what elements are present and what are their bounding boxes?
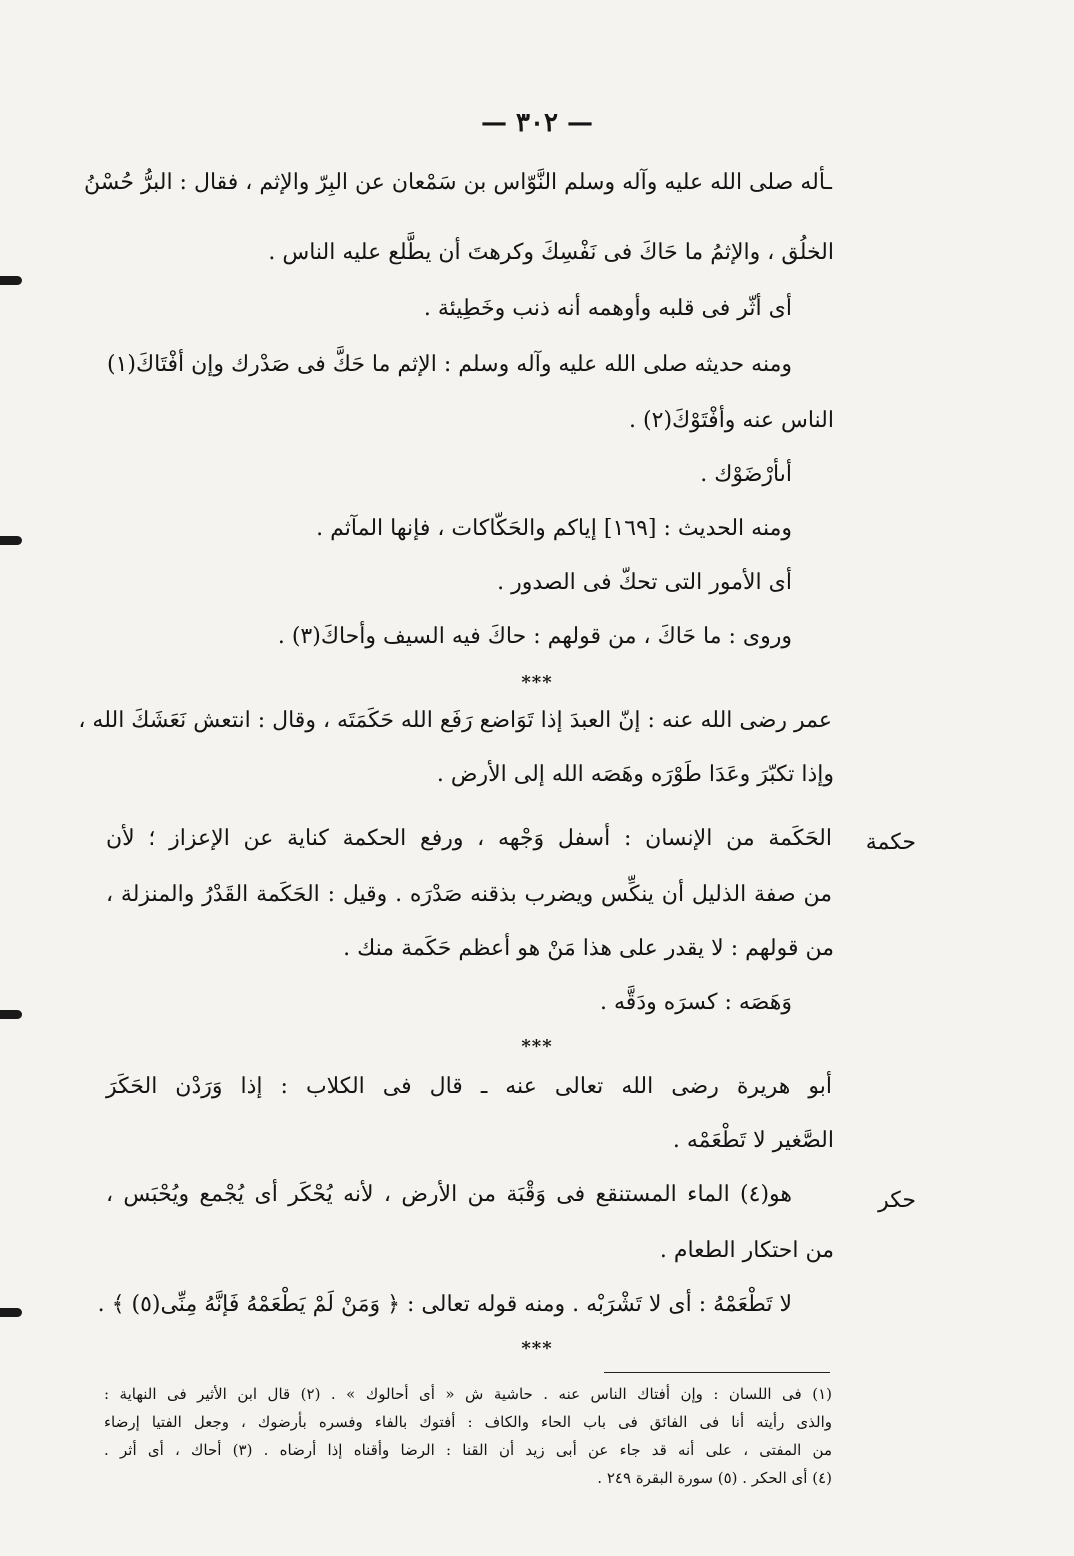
scan-edge-mark bbox=[0, 1010, 22, 1019]
text-line: وروى : ما حَاكَ ، من قولهم : حاكَ فيه السيف وأحاكَ(٣) . bbox=[277, 624, 792, 649]
text-line: أىأرْضَوْك . bbox=[700, 462, 792, 487]
text-line: الناس عنه وأفْتَوْكَ(٢) . bbox=[629, 408, 834, 433]
scan-edge-mark bbox=[0, 276, 22, 285]
text-line: وإذا تكبّرَ وعَدَا طَوْرَه وهَصَه الله إلى الأرض . bbox=[436, 762, 834, 787]
asterism-separator: *** bbox=[521, 1036, 553, 1057]
footnote-line: من المفتى ، على أنه قد جاء عن أبى زيد أن القنا : الرضا وأقناه إذا أرضاه . (٣) أحاك ، أى أثر . bbox=[104, 1441, 833, 1459]
text-line: ـأله صلى الله عليه وآله وسلم النَّوّاس بن سَمْعان عن البِرّ والإثم ، فقال : البرُّ حُسْنُ bbox=[84, 170, 832, 195]
text-line: ومنه الحديث : [١٦٩] إياكم والحَكّاكات ، فإنها المآثم . bbox=[316, 516, 792, 541]
scan-edge-mark bbox=[0, 1308, 22, 1317]
text-line: الحَكَمة من الإنسان : أسفل وَجْهه ، ورفع الحكمة كناية عن الإعزاز ؛ لأن bbox=[106, 826, 832, 851]
text-line: من احتكار الطعام . bbox=[659, 1238, 834, 1263]
text-line: لا تَطْعَمْهُ : أى لا تَشْرَبْه . ومنه قوله تعالى : ﴿ وَمَنْ لَمْ يَطْعَمْهُ فَإنَّهُ مِنِّى(٥) ﴾ . bbox=[97, 1292, 792, 1317]
text-line: أبو هريرة رضى الله تعالى عنه ـ قال فى الكلاب : إذا وَرَدْن الحَكَرَ bbox=[106, 1074, 832, 1099]
text-line: هو(٤) الماء المستنقع فى وَقْبَة من الأرض ، لأنه يُحْكَر أى يُجْمع ويُحْبَس ، bbox=[106, 1182, 792, 1207]
text-line: ومنه حديثه صلى الله عليه وآله وسلم : الإثم ما حَكَّ فى صَدْرك وإن أفْتَاكَ(١) bbox=[106, 352, 792, 377]
footnote-rule bbox=[604, 1372, 830, 1373]
footnote-line: (١) فى اللسان : وإن أفتاك الناس عنه . حاشية ش « أى أحالوك » . (٢) قال ابن الأثير فى النهاية : bbox=[104, 1385, 832, 1403]
text-line: أى الأمور التى تحكّ فى الصدور . bbox=[497, 570, 792, 595]
asterism-separator: *** bbox=[521, 1338, 553, 1359]
asterism-separator: *** bbox=[521, 672, 553, 693]
text-line: عمر رضى الله عنه : إنّ العبدَ إذا تَوَاضع رَفَع الله حَكَمَتَه ، وقال : انتعش نَعَشَكَ الله ، bbox=[78, 708, 832, 733]
scan-edge-mark bbox=[0, 536, 22, 545]
margin-headword: حكر bbox=[878, 1188, 916, 1213]
text-line: من قولهم : لا يقدر على هذا مَنْ هو أعظم حَكَمة منك . bbox=[343, 936, 834, 961]
footnote-line: والذى رأيته أنا فى الفائق فى باب الحاء والكاف : أفتوك بالفاء وفسره بأرضوك ، وجعل الفتيا إرضاء bbox=[104, 1413, 832, 1431]
text-line: الصَّغير لا تَطْعَمْه . bbox=[672, 1128, 834, 1153]
text-line: من صفة الذليل أن ينكِّس ويضرب بذقنه صَدْرَه . وقيل : الحَكَمة القَدْرُ والمنزلة ، bbox=[106, 882, 832, 907]
text-line: وَهَصَه : كسرَه ودَقَّه . bbox=[600, 990, 792, 1015]
page-number: — ٣٠٢ — bbox=[480, 108, 594, 138]
text-line: أى أثّر فى قلبه وأوهمه أنه ذنب وخَطِيئة . bbox=[423, 296, 792, 321]
footnote-line: (٤) أى الحكر . (٥) سورة البقرة ٢٤٩ . bbox=[597, 1469, 832, 1487]
text-line: الخلُق ، والإثمُ ما حَاكَ فى نَفْسِكَ وكرهتَ أن يطَّلع عليه الناس . bbox=[268, 240, 834, 265]
margin-headword: حكمة bbox=[865, 830, 916, 855]
